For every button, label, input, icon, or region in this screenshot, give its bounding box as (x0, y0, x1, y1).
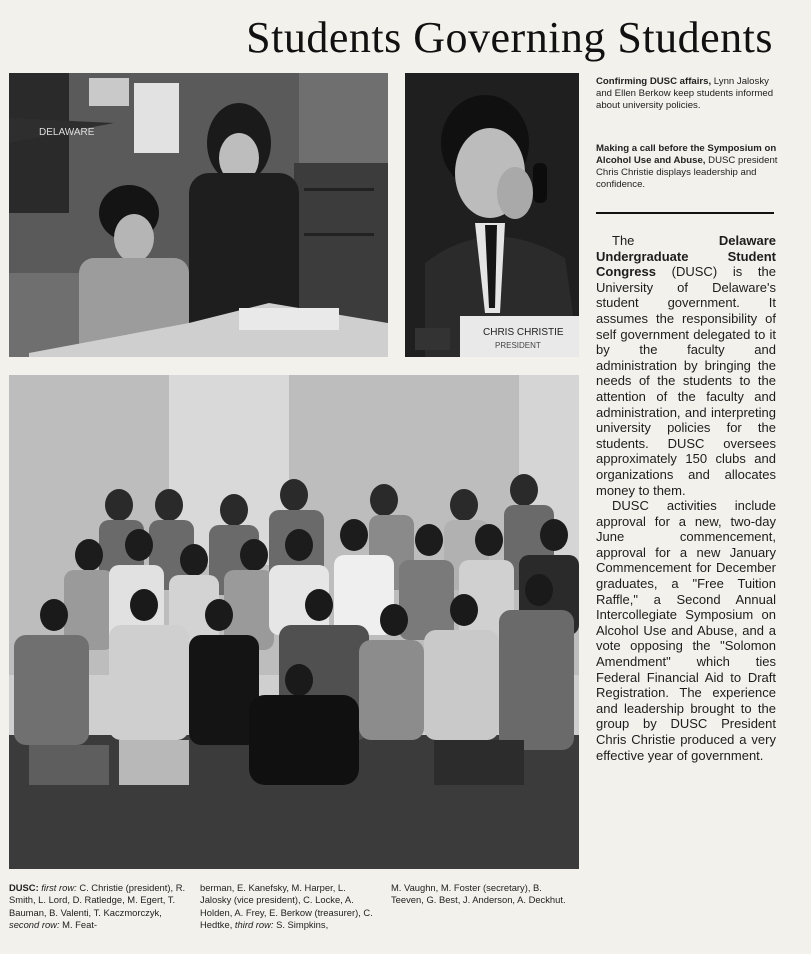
divider-rule (596, 212, 774, 214)
office-caption-text: Lynn Jalosky and Ellen Berkow keep students informed about university policies. (596, 76, 774, 111)
credits-text-2: berman, E. Kanefsky, M. Harper, L. Jalosky (vice president), C. Locke, A. Holden, A. Frey, E. Berkow (treasurer), C. Hedtke, (200, 882, 373, 931)
photo-credits-col-2 (200, 882, 378, 932)
article-paragraph-2: DUSC activities include approval for a new, two-day June commencement, approval for a new January Commencement for December graduates, a "Free Tuition Raffle," a Second Annual Intercollegiate Symposium on Alcohol Use and Abuse, and a vote opposing the "Solomon Amendment" which ties Federal Financial Aid to Draft Registration. The experience and leadership brought to the group by DUSC President Chris Christie produced a very effective year of government. (596, 498, 776, 763)
portrait-caption-text: DUSC president Chris Christie displays leadership and confidence. (596, 155, 778, 190)
photo-credits-col-3 (391, 882, 569, 907)
credits-row-label-3: third row: (234, 919, 274, 931)
article-body (596, 233, 776, 763)
portrait-photo (405, 73, 579, 357)
office-caption-lead: Confirming DUSC affairs, (596, 76, 712, 87)
portrait-caption-lead: Making a call before the Symposium on Alcohol Use and Abuse, (596, 143, 777, 166)
credits-row-label-1: first row: (41, 882, 77, 893)
credits-row-label-2: second row: (9, 919, 60, 931)
article-p1-text: (DUSC) is the University of Delaware's student government. It assumes the responsibility of self government delegated to it by the faculty and administration by bringing the needs of the students to the attention of the faculty and administration, and interpreting university policies for the students. DUSC oversees approximately 150 clubs and organizations and allocates money to them. (596, 264, 776, 498)
article-paragraph-1 (596, 233, 776, 498)
group-photo (9, 375, 579, 869)
nameplate-name: CHRIS CHRISTIE (483, 327, 564, 338)
portrait-photo-caption (596, 143, 780, 191)
credits-label: DUSC: (9, 882, 39, 893)
pennant-text: DELAWARE (39, 127, 95, 138)
credits-text-1: C. Christie (president), R. Smith, L. Lord, D. Ratledge, M. Egert, T. Bauman, B. Valenti, T. Kaczmorczyk, (9, 882, 186, 918)
credits-text-3: M. Vaughn, M. Foster (secretary), B. Teeven, G. Best, J. Anderson, A. Deckhut. (391, 882, 566, 906)
organization-name: Delaware Undergraduate Student Congress (596, 233, 776, 280)
page-title: Students Governing Students (246, 13, 773, 62)
article-p1-intro: The (612, 233, 719, 248)
office-photo-caption (596, 76, 780, 112)
credits-text-2b: S. Simpkins, (273, 919, 329, 931)
credits-text-1b: M. Feat- (59, 919, 98, 931)
photo-credits-col-1 (9, 882, 187, 932)
office-photo (9, 73, 388, 357)
nameplate-title: PRESIDENT (495, 341, 541, 350)
